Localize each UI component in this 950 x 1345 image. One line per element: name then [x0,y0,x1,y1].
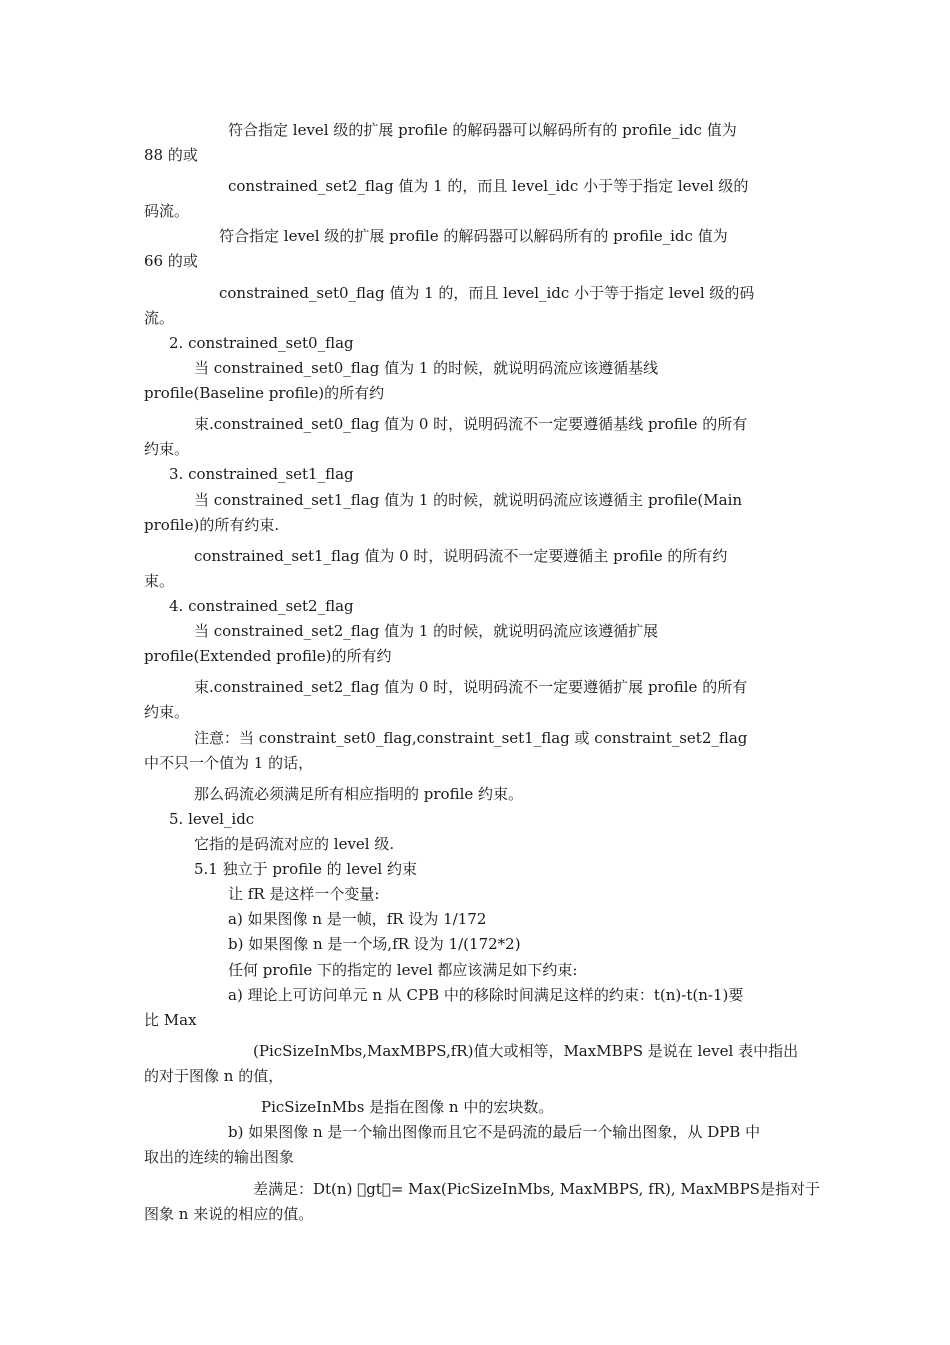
list-item: a) 如果图像 n 是一帧，fR 设为 1/172 [228,910,487,928]
text-line: 88 的或 [144,146,198,164]
text-line: 码流。 [144,202,190,220]
text-line: 66 的或 [144,252,198,270]
text-line: 图象 n 来说的相应的值。 [144,1205,314,1223]
list-item: b) 如果图像 n 是一个输出图像而且它不是码流的最后一个输出图象，从 DPB 中 [228,1123,761,1141]
list-item: b) 如果图像 n 是一个场,fR 设为 1/(172*2) [228,935,521,953]
text-line: 束.constrained_set0_flag 值为 0 时，说明码流不一定要遵循基线 profile 的所有 [194,415,748,433]
note-line: 注意：当 constraint_set0_flag,constraint_set1_flag 或 constraint_set2_flag [194,729,748,747]
text-line: profile(Baseline profile)的所有约 [144,384,385,402]
text-line: 当 constrained_set0_flag 值为 1 的时候，就说明码流应该遵循基线 [194,359,659,377]
list-item: a) 理论上可访问单元 n 从 CPB 中的移除时间满足这样的约束：t(n)-t(n-1)要 [228,986,744,1004]
text-line: 当 constrained_set1_flag 值为 1 的时候，就说明码流应该遵循主 profile(Main [194,491,743,509]
section-heading: 5. level_idc [169,810,255,828]
text-line: profile)的所有约束. [144,516,280,534]
text-line: 符合指定 level 级的扩展 profile 的解码器可以解码所有的 profile_idc 值为 [228,121,737,139]
text-line: 当 constrained_set2_flag 值为 1 的时候，就说明码流应该遵循扩展 [194,622,659,640]
text-line: 符合指定 level 级的扩展 profile 的解码器可以解码所有的 profile_idc 值为 [219,227,728,245]
text-line: 约束。 [144,703,190,721]
section-heading: 2. constrained_set0_flag [169,334,354,352]
text-line: 束.constrained_set2_flag 值为 0 时，说明码流不一定要遵循扩展 profile 的所有 [194,678,748,696]
text-line: PicSizeInMbs 是指在图像 n 中的宏块数。 [261,1098,554,1116]
text-line: (PicSizeInMbs,MaxMBPS,fR)值大或相等，MaxMBPS 是说在 level 表中指出 [253,1042,799,1060]
text-line: 流。 [144,309,175,327]
text-line: 约束。 [144,440,190,458]
text-line: 让 fR 是这样一个变量: [228,885,380,903]
text-line: constrained_set2_flag 值为 1 的，而且 level_idc 小于等于指定 level 级的 [228,177,749,195]
text-line: 中不只一个值为 1 的话， [144,754,314,772]
text-line: 任何 profile 下的指定的 level 都应该满足如下约束: [228,961,578,979]
subsection-heading: 5.1 独立于 profile 的 level 约束 [194,860,418,878]
text-line: 比 Max [144,1011,197,1029]
text-line: profile(Extended profile)的所有约 [144,647,392,665]
text-line: 它指的是码流对应的 level 级. [194,835,395,853]
text-line: 差满足：Dt(n)  gt = Max(PicSizeInMbs, MaxMBPS, fR), MaxMBPS是指对于 [253,1180,820,1198]
text-line: 那么码流必须满足所有相应指明的 profile 约束。 [194,785,524,803]
text-line: 束。 [144,572,175,590]
text-line: 的对于图像 n 的值， [144,1067,284,1085]
section-heading: 4. constrained_set2_flag [169,597,354,615]
section-heading: 3. constrained_set1_flag [169,465,354,483]
text-line: constrained_set0_flag 值为 1 的，而且 level_idc 小于等于指定 level 级的码 [219,284,755,302]
text-line: constrained_set1_flag 值为 0 时，说明码流不一定要遵循主 profile 的所有约 [194,547,728,565]
text-line: 取出的连续的输出图象 [144,1148,295,1166]
